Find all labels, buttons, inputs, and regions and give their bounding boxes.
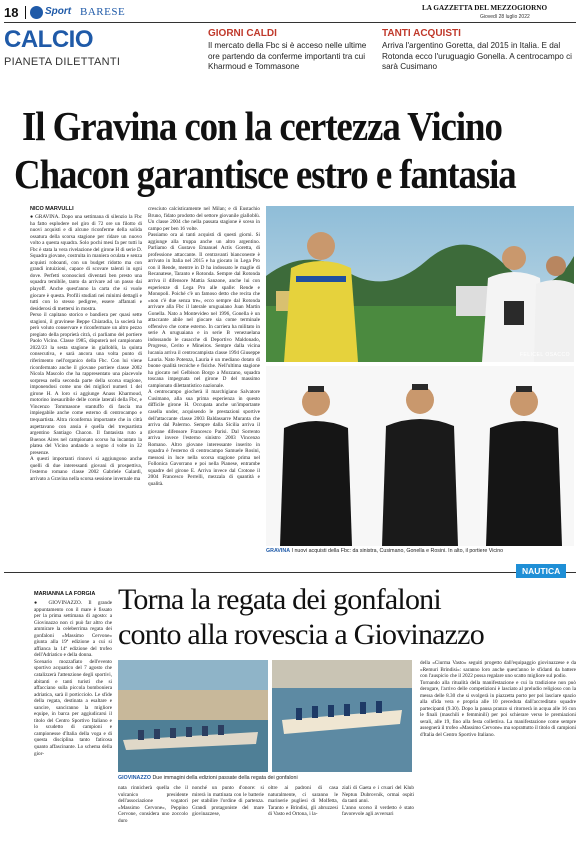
teaser-left-title: GIORNI CALDI — [208, 28, 277, 39]
photo-goalkeeper — [266, 206, 574, 362]
main-caption-text: I nuovi acquisti della Fbc: da sinistra, Cusimano, Gonella e Rosini. In alto, il portiere Vicino — [291, 548, 504, 554]
main-author: NICO MARVULLI — [30, 206, 74, 212]
header-rule — [4, 22, 576, 23]
nautica-col-5: ziali di Gaeta e i cruari del Klub Neptun Dubrovnik, ormai ospiti da tanti anni. L'anno scorso il verdetto è stato favorevole agli avversari — [342, 785, 414, 818]
players-photo-illustration — [266, 366, 574, 546]
section-brand: Sport — [45, 6, 72, 17]
photo-regatta-right — [272, 660, 412, 772]
nautica-author: MARIANNA LA FORGIA — [34, 591, 96, 597]
photo-new-players — [266, 366, 574, 546]
nautica-col-4: oltre ai padroni di casa naturalmente, ci saranno le marinerie pugliesi di Molfetta, Taranto e Brindisi, gli abruzzesi di Vasto ed Ortona, i la- — [268, 785, 338, 818]
nautica-caption-text: Due immagini della edizioni passate della regata dei gonfaloni — [152, 775, 298, 781]
main-caption — [266, 548, 576, 555]
teaser-right-title: TANTI ACQUISTI — [382, 28, 461, 39]
nautica-caption — [118, 775, 418, 782]
newspaper-name: LA GAZZETTA DEL MEZZOGIORNO — [422, 4, 548, 12]
kicker-section: CALCIO — [4, 26, 93, 53]
main-article-col-1: ● GRAVINA. Dopo una settimana di silenzio la Fbc ha fatto esplodere nel giro di 72 ore un filotto di nuovi acquisti e di alcune riconferme della solida ossatura della scorsa stagione per ridare un nuovo volto a questa squadra. Solo pochi mesi fa per tutti la Fbc è stata la vera rivelazione del girone H di serie D. Squadra giovane, costruita in maniera oculata e senza acquisti roboanti, con un budget ridotto ma con grandi intuizioni, capace di scovare talenti in ogni dove. Perfetti sconosciuti diventati ben presto una squadra temibile, tanto da arrivare ad un passo dai playoff. Anche quest'anno la carta che si vuole giocare è questa. Profili studiati nei minimi dettagli e tutti con lo stesso pedigree, essere affamati e desiderosi di mettersi in mostra. Perso il capitano storico e bandiera per quasi sette stagioni, il gravinese Beppe Chiaradia, la società ha però voluto conservare e riconfermare un altro pezzo pregiato della proprietà citrà, ci parliamo del portiere Paolo Vicino. Classe 1985, disputerà nel campionato 2022/23 la sesta stagione in gialloblù, la quinta consecutiva, e sarà ancora una volta punto di riferimento nell'organico della Fbc. Con lui viene riconfermato anche il giovane portiere classe 2002 Nicola Mascolo che ha rappresentato una piacevole sorpresa nella seconda parte della scorsa stagione, imponendosi come uno dei migliori numeri 1 del girone H. A loro si aggiunge Anass Kharmoud, motorino inesauribile delle corsie laterali della Fbc, e Vincenzo Tommasone stantuffo di fascia ma impiegabile anche come esterno di centrocampo e trequartista. Altra riconferma importante che in città aspettavano con ansia è quella del trequartista argentino Santiago Chacon. Il fantasista ruto a Buenos Aires nel campionato scorso ha incantato la platea del Vicino andando a segno 4 volte in 32 presenze. A questi importanti rinnovi si aggiungono anche quelli di due interessanti giovani di prospettiva, l'esterno romano classe 2002 Gabriele Galardi, arrivato a Gravina nella scorsa sessione invernale ma — [30, 214, 142, 482]
nautica-caption-label: GIOVINAZZO — [118, 775, 151, 781]
header-divider — [25, 6, 26, 19]
goalkeeper-photo-illustration — [266, 206, 574, 362]
photo-credit: FELICEL OSACCO — [519, 352, 570, 358]
main-headline-1: Il Gravina con la certezza Vicino — [22, 103, 502, 149]
photo-regatta-left — [118, 660, 268, 772]
teaser-left-text: Il mercato della Fbc si è acceso nelle ultime ore partendo da conferme importanti tra cui Kharmoud e Tommasone — [208, 41, 367, 71]
sport-logo — [30, 6, 43, 19]
nautica-col-3: nonché un punto d'onore: si mirerà in mattinata con le batterie per stabilire l'ordine di partenza. Grandi protagoniste del mare giovinazzese, — [192, 785, 264, 818]
main-caption-label: GRAVINA — [266, 548, 291, 554]
main-article-col-2: cresciuto calcisticamente nel Milan; e di Eustachio Bruno, fidato prodotto del settore giovanile gialloblù. Un classe 2004 che nella passata stagione è sceso in campo per ben 16 volte. Passiamo ora ai tanti acquisti di questi giorni. Si aggiunge alla truppa anche un altro argentino. Parliamo di Gustavo Emanuel Actis Goretta, di professione attaccante. Il centravanti bianconeste è arrivato in Italia nel 2015 e ha giocato in Lega Pro con il Rende, mentre in D ha indossato le maglie di Recanatese, Taranto e Rotonda. Sempre dal Rotonda arriva il difensore Mattia Sanzone, anche lui con esperienze di Lega Pro alle spalle: Rende e Monopoli. Poiché c'è un famoso detto che recita che «non c'è due senza tre», ecco sempre dal Rotonda arrivare alla Fbc il laterale uruguaiano Juan Martin Gonella. Nato a Montevideo nel 1996, Gonella è un attaccante abile nel giocare sia come terminale offensivo che come esterno. In carriera ha militato in serie A uruguaiana e in serie B venezuelana indossando le casacche di Deportivo Maldonado, Progreso, Cerito e Mineiros. Sempre dalla vicina lucania arriva il centrocampista classe 1994 Giuseppe Lauria. Nato Potenza, Lauria è un mediano dotato di buone qualità tecniche e fisiche. Nell'ultima stagione ha giocato nel Gelbison Borgo a Mozzano, squadra toscana impegnata nel girone D del massimo campionato dilettantistico nazionale. A centrocampo giocherà il marchigiano Salvatore Cusimano, alla sua prima esperienza in questo difficile girone H. Occupata anche un'importante casella under, acquisendo le prestazioni sportive dell'attaccante classe 2003 Baldassarre Muranta che arriva dal Palermo. Sempre dalla Sicilia arriva il giovane difensore Francesco Parisi. Dal Sorrento arriva invece l'esterno sinistro 2003 Vincenzo Romano. Altro giovane interessante inserito in squadra è l'esterno di centrocampo Samuele Rosini, messosi in luce nella scorsa stagione prima nel Follonica Gavorrano e poi nella Pianese, entrambe squadre del girone E. Arriva invece dal Crotone il 2004 Francesco Perrelli, mezzala di quantità e qualità. — [148, 206, 260, 487]
nautica-headline-1: Torna la regata dei gonfaloni — [118, 583, 441, 616]
kicker-subsection: PIANETA DILETTANTI — [4, 56, 121, 68]
nautica-col-6: della «Ciurma Vasto» seguiti progetto dall'equipaggio giovinazzese e da «Remuri Brindisi»: saranno loro anche quest'anno le sfidanti da battere con l'auspicio che il 2022 possa regalare uno scatto migliore sul podio. Tornando alla ritualità della manifestazione e cui la tradizione non può derogare, l'arrivo delle competizioni è lasciato al preludio religioso con la messa delle 8.30 che si svolgerà in piazzetta porto per poi lasciare spazio alla sfida vera e propria alle 10 preceduta dall'accreditato squadre partecipanti (9.30). Dopo la pausa pranzo si ritornerà in acqua alle 16 con le finali (maschili e femminili) per poi schierare verso le premiazioni serali, alle 19, fino alla festa collettiva. La manifestazione come sempre assegnerà il trofeo «Massimo Cervone» ma soprattutto il titolo di campioni d'Italia del Centro Sportivo Italiano. — [420, 660, 576, 739]
nautica-col-1: ● GIOVINAZZO. Il grande appuntamento con il mare è fissato per la prima settimana di agosto: a Giovinazzo non ci può far altro che ammirare la celeberrima regata dei gonfaloni «Massimo Cervone» giunta alla 19ª edizione a cui si affianca la 14ª edizione del trofeo dell'Adriatico e della donna. Scenario mozzafiato dell'evento sportivo acquatico del 7 agosto che catalizzerà l'attenzione degli sportivi, abitanti e tanti turisti che si affacciano sulla piccola bomboniera adriatica, sarà il porticciolo. Le sfide della regata, destinata a esaltare e sancire, sanciranno la migliore equipe, in barca per aggiudicarsi il titolo del Centro Sportivo Italiano e lo scudetto di campioni e campionesse d'Italia della voga e di questa disciplina tanto faticosa quanto affascinante. Lo schema della gior- — [34, 600, 112, 757]
page-number: 18 — [4, 5, 19, 20]
header-date: Giovedì 28 luglio 2022 — [480, 14, 530, 20]
nautica-col-2: nata rinnicherà quella che il vulcanico presidente dell'associazione vogatori «Massimo Cervone», Peppino Cervone, considera uno zoccolo duro — [118, 785, 188, 824]
nautica-rule — [4, 572, 576, 573]
regatta-left-illustration — [118, 660, 268, 772]
main-headline-2: Chacon garantisce estro e fantasia — [14, 151, 516, 197]
nautica-tag: NAUTICA — [516, 564, 566, 578]
nautica-headline-2: conto alla rovescia a Giovinazzo — [118, 618, 484, 651]
regatta-right-illustration — [272, 660, 412, 772]
teaser-right-text: Arriva l'argentino Goretta, dal 2015 in Italia. E dal Rotonda ecco l'uruguagio Gonella. A centrocampo ci sarà Cusimano — [382, 41, 572, 71]
section-region: BARESE — [80, 6, 126, 18]
